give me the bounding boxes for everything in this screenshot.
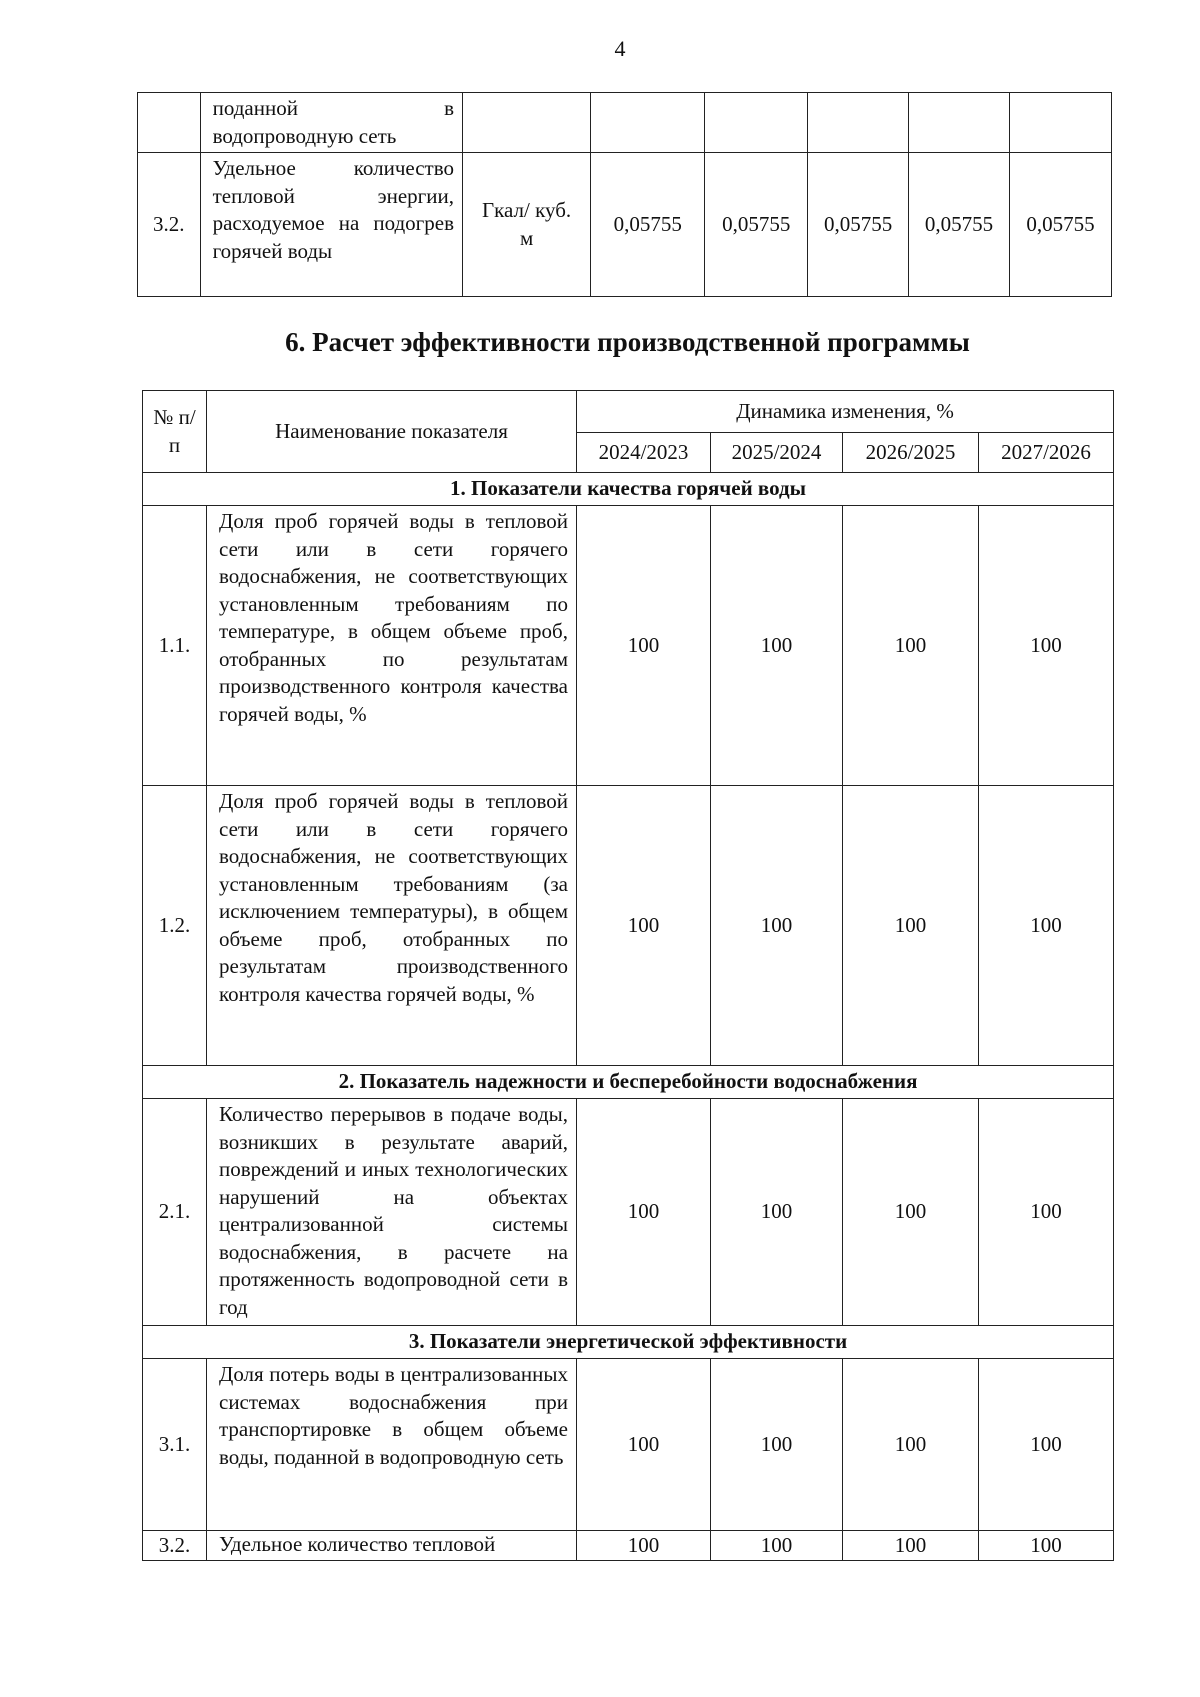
- header-dynamics: Динамика изменения, %: [577, 391, 1114, 433]
- unit-cell: [463, 93, 591, 153]
- table-row: [138, 93, 1112, 153]
- table-row: [143, 1359, 1114, 1531]
- value-cell: 0,05755: [591, 153, 705, 297]
- table-row: [138, 153, 1112, 297]
- efficiency-table: [142, 390, 1114, 1561]
- indicator-name: Удельное количество тепловой: [207, 1531, 577, 1561]
- value-cell: 0,05755: [705, 153, 808, 297]
- row-number: 3.2.: [143, 1531, 207, 1561]
- value-cell: 100: [979, 1359, 1114, 1531]
- value-cell: [909, 93, 1010, 153]
- table-row: [143, 1099, 1114, 1326]
- value-cell: 100: [843, 506, 979, 786]
- value-cell: [705, 93, 808, 153]
- header-period: 2024/2023: [577, 433, 711, 473]
- header-period: 2026/2025: [843, 433, 979, 473]
- value-cell: 100: [979, 506, 1114, 786]
- continued-table: [137, 92, 1112, 297]
- value-cell: 100: [711, 506, 843, 786]
- value-cell: 100: [577, 1099, 711, 1326]
- value-cell: 100: [979, 1531, 1114, 1561]
- value-cell: 100: [979, 786, 1114, 1066]
- value-cell: 100: [577, 1359, 711, 1531]
- indicator-name: Доля проб горячей воды в тепловой сети или в сети горячего водоснабжения, не соответствующих установленным требованиям по температуре, в общем объеме проб, отобранных по результатам производственного контроля качества горячей воды, %: [207, 506, 577, 786]
- row-number: [138, 93, 201, 153]
- section-heading: 6. Расчет эффективности производственной программы: [285, 327, 970, 357]
- group-title: 1. Показатели качества горячей воды: [143, 473, 1114, 506]
- row-number: 1.2.: [143, 786, 207, 1066]
- group-row: [143, 473, 1114, 506]
- value-cell: [1010, 93, 1112, 153]
- table-row: [143, 786, 1114, 1066]
- page-number: 4: [614, 36, 626, 61]
- group-title: 2. Показатель надежности и бесперебойности водоснабжения: [143, 1066, 1114, 1099]
- value-cell: 100: [711, 1099, 843, 1326]
- value-cell: 100: [843, 786, 979, 1066]
- indicator-name: Доля потерь воды в централизованных системах водоснабжения при транспортировке в общем объеме воды, поданной в водопроводную сеть: [207, 1359, 577, 1531]
- value-cell: 0,05755: [808, 153, 909, 297]
- value-cell: 0,05755: [1010, 153, 1112, 297]
- row-number: 1.1.: [143, 506, 207, 786]
- header-period: 2025/2024: [711, 433, 843, 473]
- header-number: № п/п: [143, 391, 207, 473]
- unit-cell: Гкал/ куб. м: [463, 153, 591, 297]
- value-cell: 0,05755: [909, 153, 1010, 297]
- row-number: 3.2.: [138, 153, 201, 297]
- value-cell: 100: [843, 1531, 979, 1561]
- table-row: [143, 506, 1114, 786]
- value-cell: 100: [979, 1099, 1114, 1326]
- value-cell: 100: [577, 786, 711, 1066]
- value-cell: [808, 93, 909, 153]
- header-indicator-name: Наименование показателя: [207, 391, 577, 473]
- indicator-name: поданной в водопроводную сеть: [200, 93, 462, 153]
- header-period: 2027/2026: [979, 433, 1114, 473]
- value-cell: 100: [843, 1359, 979, 1531]
- group-row: [143, 1066, 1114, 1099]
- indicator-name: Доля проб горячей воды в тепловой сети или в сети горячего водоснабжения, не соответствующих установленным требованиям (за исключением температуры), в общем объеме проб, отобранных по результатам производственного контроля качества горячей воды, %: [207, 786, 577, 1066]
- group-row: [143, 1326, 1114, 1359]
- value-cell: 100: [711, 1359, 843, 1531]
- indicator-name: Количество перерывов в подаче воды, возникших в результате аварий, повреждений и иных технологических нарушений на объектах централизованной системы водоснабжения, в расчете на протяженность водопроводной сети в год: [207, 1099, 577, 1326]
- value-cell: 100: [577, 1531, 711, 1561]
- row-number: 2.1.: [143, 1099, 207, 1326]
- header-row: [143, 391, 1114, 433]
- value-cell: [591, 93, 705, 153]
- value-cell: 100: [577, 506, 711, 786]
- value-cell: 100: [711, 786, 843, 1066]
- table-row: [143, 1531, 1114, 1561]
- indicator-name: Удельное количество тепловой энергии, расходуемое на подогрев горячей воды: [200, 153, 462, 297]
- row-number: 3.1.: [143, 1359, 207, 1531]
- value-cell: 100: [711, 1531, 843, 1561]
- group-title: 3. Показатели энергетической эффективности: [143, 1326, 1114, 1359]
- value-cell: 100: [843, 1099, 979, 1326]
